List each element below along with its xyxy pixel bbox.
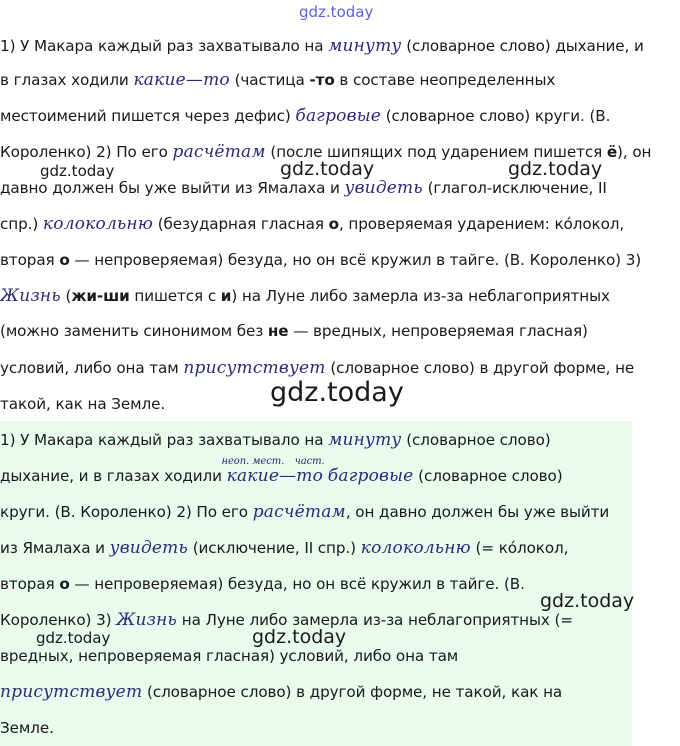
handwritten-dash: — xyxy=(279,466,297,486)
text-segment: Короленко) 3) xyxy=(0,611,117,629)
text-segment: (глагол-исключение, II xyxy=(422,179,607,197)
text-line xyxy=(0,430,551,450)
text-line xyxy=(0,70,555,90)
text-line xyxy=(0,106,610,126)
handwritten-word: колокольню xyxy=(42,214,153,234)
text-segment: вредных, непроверяемая гласная) условий, либо она там xyxy=(0,647,459,665)
handwritten-word: минуту xyxy=(328,36,402,56)
text-segment: местоимений пишется через дефис) xyxy=(0,107,296,125)
bold-text: и xyxy=(220,287,232,305)
text-segment: такой, как на Земле. xyxy=(0,395,166,413)
handwritten-word: Жизнь xyxy=(116,610,178,630)
bold-text: -то xyxy=(309,71,335,89)
text-segment: — вредных, непроверяемая гласная) xyxy=(288,322,588,340)
handwritten-word: увидеть xyxy=(344,178,423,198)
text-segment: , он давно должен бы уже выйти xyxy=(345,503,610,521)
text-segment: вторая xyxy=(0,575,60,593)
text-segment: (словарное слово) xyxy=(401,431,551,449)
text-segment: (частица xyxy=(229,71,310,89)
handwritten-word: Жизнь xyxy=(0,286,61,306)
grammar-note: неоп. мест. xyxy=(221,456,285,467)
text-line xyxy=(0,682,562,702)
text-segment: 1) У Макара каждый раз захватывало на xyxy=(0,431,329,449)
watermark: gdz.today xyxy=(508,158,603,180)
text-segment: дыхание, и в глазах ходили xyxy=(0,467,227,485)
text-line xyxy=(0,646,458,666)
watermark: gdz.today xyxy=(252,626,347,648)
text-segment: из Ямалаха и xyxy=(0,539,110,557)
text-segment: (словарное слово) в другой форме, не такой, как на xyxy=(142,683,563,701)
text-line xyxy=(0,250,641,270)
handwritten-word: присутствует xyxy=(0,682,143,702)
bold-text: не xyxy=(267,322,289,340)
text-line xyxy=(0,538,568,558)
bold-text: жи-ши xyxy=(71,287,130,305)
text-segment: Короленко) 2) По его xyxy=(0,143,173,161)
handwritten-word: какие—то xyxy=(133,70,230,90)
text-segment: (исключение, II спр.) xyxy=(187,539,361,557)
text-line xyxy=(0,394,165,414)
text-line xyxy=(0,214,624,234)
text-line xyxy=(0,178,607,198)
bold-text: о xyxy=(328,215,339,233)
handwritten-word: минуту xyxy=(328,430,402,450)
text-segment: давно должен бы уже выйти из Ямалаха и xyxy=(0,179,345,197)
text-segment: — непроверяемая) безуда, но он всё кружил в тайге. (В. Короленко) 3) xyxy=(69,251,642,269)
text-segment: в глазах ходили xyxy=(0,71,134,89)
text-segment: (словарное слово) круги. (В. xyxy=(381,107,611,125)
text-segment: (словарное слово) в другой форме, не xyxy=(325,359,635,377)
handwritten-word: расчётам xyxy=(252,502,346,522)
text-segment: ( xyxy=(60,287,72,305)
text-segment: пишется с xyxy=(129,287,221,305)
handwritten-word: багровые xyxy=(327,466,414,486)
watermark: gdz.today xyxy=(36,629,111,647)
text-segment: 1) У Макара каждый раз захватывало на xyxy=(0,37,329,55)
text-segment: , проверяемая ударением: ко́локол, xyxy=(338,215,625,233)
text-segment: спр.) xyxy=(0,215,43,233)
text-segment: (словарное слово) дыхание, и xyxy=(401,37,644,55)
text-line xyxy=(0,321,588,341)
text-segment: условий, либо она там xyxy=(0,359,184,377)
bold-text: о xyxy=(59,251,70,269)
bold-text: о xyxy=(59,575,70,593)
text-segment: ), он xyxy=(617,143,652,161)
grammar-note: част. xyxy=(294,456,325,467)
text-segment: на Луне либо замерла из-за неблагоприятных (= xyxy=(177,611,573,629)
handwritten-word: увидеть xyxy=(109,538,188,558)
handwritten-word: колокольню xyxy=(360,538,471,558)
text-segment: (безударная гласная xyxy=(152,215,329,233)
watermark: gdz.today xyxy=(40,162,115,180)
handwritten-word: какие xyxy=(226,466,280,486)
text-segment: (= ко́локол, xyxy=(470,539,569,557)
watermark-top: gdz.today xyxy=(299,3,374,21)
text-line xyxy=(0,456,563,486)
handwritten-word: присутствует xyxy=(183,358,326,378)
text-segment: в составе неопределенных xyxy=(334,71,556,89)
watermark: gdz.today xyxy=(280,158,375,180)
text-segment: (словарное слово) xyxy=(413,467,563,485)
text-segment: (можно заменить синонимом без xyxy=(0,322,268,340)
watermark: gdz.today xyxy=(270,377,404,408)
text-line xyxy=(0,36,644,56)
text-segment: Земле. xyxy=(0,719,54,737)
text-segment: круги. (В. Короленко) 2) По его xyxy=(0,503,253,521)
text-line xyxy=(0,358,634,378)
bold-text: ё xyxy=(606,143,618,161)
text-line xyxy=(0,502,609,522)
text-line xyxy=(0,718,54,738)
handwritten-word: то xyxy=(296,466,324,486)
watermark: gdz.today xyxy=(540,590,635,612)
text-line xyxy=(0,574,525,594)
text-segment: — непроверяемая) безуда, но он всё кружил в тайге. (В. xyxy=(69,575,525,593)
annotated-word xyxy=(294,456,325,486)
handwritten-word: багровые xyxy=(295,106,381,126)
annotated-word xyxy=(221,456,285,486)
text-segment: ) на Луне либо замерла из-за неблагоприятных xyxy=(231,287,610,305)
text-segment: (после шипящих под ударением пишется xyxy=(265,143,607,161)
text-line xyxy=(0,286,610,306)
handwritten-word: расчётам xyxy=(172,142,266,162)
text-segment: вторая xyxy=(0,251,60,269)
